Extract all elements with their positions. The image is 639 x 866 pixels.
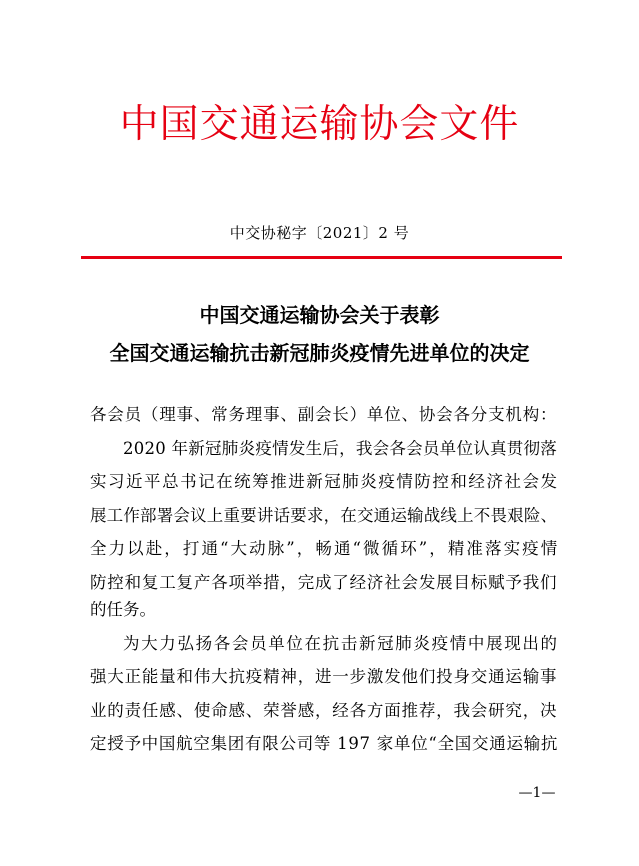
paragraph-1-line: 的任务。 bbox=[90, 600, 156, 619]
paragraph-1-line: 防控和复工复产各项举措，完成了经济社会发展目标赋予我们 bbox=[90, 573, 558, 592]
paragraph-2-line: 定授予中国航空集团有限公司等 197 家单位“全国交通运输抗 bbox=[90, 734, 559, 753]
paragraph-1-line: 展工作部署会议上重要讲话要求，在交通运输战线上不畏艰险、 bbox=[90, 506, 558, 525]
document-title-line-1: 中国交通运输协会关于表彰 bbox=[199, 303, 440, 327]
paragraph-2-line: 为大力弘扬各会员单位在抗击新冠肺炎疫情中展现出的 bbox=[123, 634, 559, 653]
masthead-title: 中国交通运输协会文件 bbox=[119, 102, 520, 147]
paragraph-1-line: 2020 年新冠肺炎疫情发生后，我会各会员单位认真贯彻落 bbox=[123, 439, 557, 458]
document-title-line-2: 全国交通运输抗击新冠肺炎疫情先进单位的决定 bbox=[109, 341, 530, 365]
page-number: —1— bbox=[518, 785, 556, 801]
document-number: 中交协秘字〔2021〕2 号 bbox=[229, 224, 410, 242]
red-divider-line bbox=[81, 256, 562, 259]
paragraph-2-line: 业的责任感、使命感、荣誉感，经各方面推荐，我会研究，决 bbox=[90, 701, 558, 720]
salutation: 各会员（理事、常务理事、副会长）单位、协会各分支机构： bbox=[90, 405, 558, 424]
paragraph-1-line: 实习近平总书记在统筹推进新冠肺炎疫情防控和经济社会发 bbox=[90, 472, 559, 491]
paragraph-1-line: 全力以赴，打通“大动脉”，畅通“微循环”，精准落实疫情 bbox=[90, 539, 560, 558]
paragraph-2-line: 强大正能量和伟大抗疫精神，进一步激发他们投身交通运输事 bbox=[90, 667, 558, 686]
